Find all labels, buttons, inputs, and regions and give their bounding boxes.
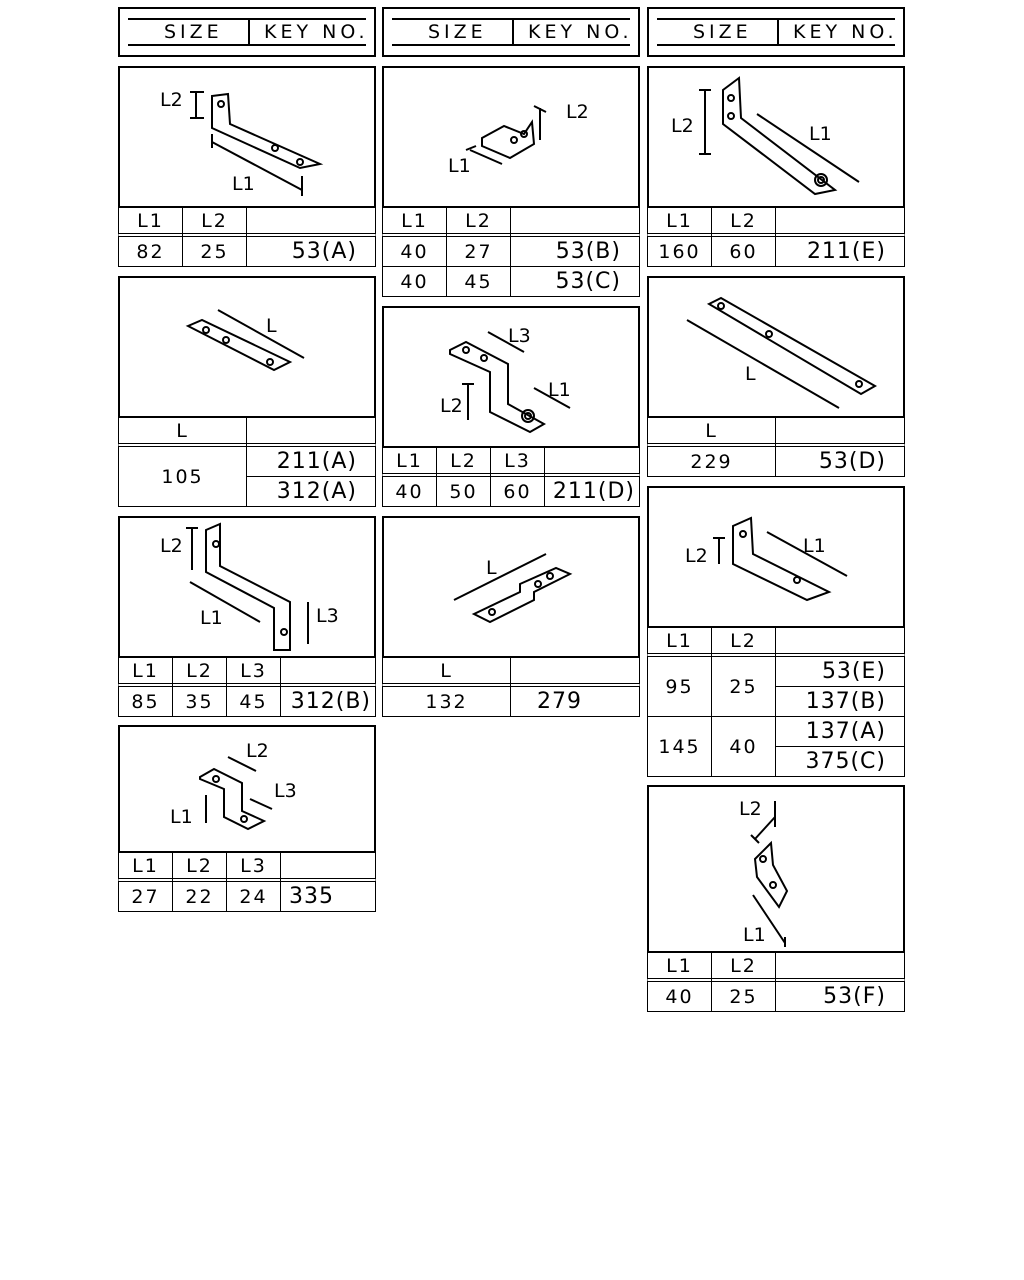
part-figure-53f (647, 785, 905, 953)
col-header-key (510, 657, 640, 687)
cell-l1: 160 (647, 236, 712, 267)
dim-label-l: L (745, 363, 756, 385)
part-figure-279 (382, 516, 640, 658)
dim-label-l3: L3 (274, 780, 297, 802)
col-header-key (246, 207, 376, 237)
cell-key-no[interactable]: 211(A) (246, 446, 376, 477)
col-header-key (775, 627, 905, 657)
col-header-l1: L1 (647, 627, 712, 657)
part-figure-53e (647, 486, 905, 628)
size-table-211d (382, 447, 640, 507)
col-header-l1: L1 (118, 852, 173, 882)
cell-key-no[interactable]: 375(C) (775, 746, 905, 777)
col-header-key (775, 952, 905, 982)
cell-key-no[interactable]: 53(F) (775, 981, 905, 1012)
header-rule (392, 18, 630, 20)
cell-l3: 24 (226, 881, 281, 912)
col-header-l1: L1 (118, 207, 183, 237)
size-table-53a (118, 207, 376, 267)
cell-key-no[interactable]: 53(A) (246, 236, 376, 267)
col-header-l1: L1 (118, 657, 173, 687)
dim-label-l2: L2 (566, 101, 589, 123)
cell-l: 132 (382, 686, 511, 717)
cell-l1: 40 (382, 266, 447, 297)
cell-key-no[interactable]: 137(A) (775, 716, 905, 747)
col-header-l2: L2 (711, 952, 776, 982)
dim-label-l2: L2 (160, 535, 183, 557)
header-divider (512, 19, 514, 45)
header-key-no: KEY NO. (264, 21, 369, 43)
cell-l1: 40 (382, 236, 447, 267)
dim-label-l: L (266, 315, 277, 337)
cell-key-no[interactable]: 53(D) (775, 446, 905, 477)
cell-l2: 45 (446, 266, 511, 297)
col-header-key (246, 417, 376, 447)
part-figure-53b (382, 66, 640, 208)
header-size: SIZE (164, 21, 223, 43)
size-table-335 (118, 852, 376, 912)
part-figure-211e (647, 66, 905, 208)
header-col2 (382, 7, 640, 57)
dim-label-l2: L2 (739, 798, 762, 820)
cell-l: 229 (647, 446, 776, 477)
col-header-l3: L3 (226, 657, 281, 687)
dim-label-l2: L2 (160, 89, 183, 111)
size-table-211a (118, 417, 376, 507)
dim-label-l1: L1 (448, 155, 471, 177)
col-header-l3: L3 (490, 447, 545, 477)
header-key-no: KEY NO. (793, 21, 898, 43)
col-header-l2: L2 (172, 852, 227, 882)
cell-l3: 45 (226, 686, 281, 717)
part-figure-53a (118, 66, 376, 208)
cell-l2: 25 (711, 981, 776, 1012)
part-figure-211d (382, 306, 640, 448)
dim-label-l2: L2 (246, 740, 269, 762)
dim-label-l1: L1 (803, 535, 826, 557)
plate-drawing (120, 278, 378, 420)
bracket-drawing (649, 787, 907, 955)
size-table-53e (647, 627, 905, 777)
col-header-l2: L2 (182, 207, 247, 237)
cell-key-no[interactable]: 211(E) (775, 236, 905, 267)
header-col1 (118, 7, 376, 57)
cell-key-no[interactable]: 53(C) (510, 266, 640, 297)
dim-label-l1: L1 (548, 379, 571, 401)
header-divider (777, 19, 779, 45)
cell-l2: 25 (182, 236, 247, 267)
cell-key-no[interactable]: 211(D) (544, 476, 640, 507)
cell-l3: 60 (490, 476, 545, 507)
dim-label-l2: L2 (671, 115, 694, 137)
col-header-l1: L1 (647, 207, 712, 237)
col-header-l: L (647, 417, 776, 447)
cell-l2: 27 (446, 236, 511, 267)
col-header-key (775, 207, 905, 237)
cell-key-no[interactable]: 335 (280, 881, 376, 912)
dim-label-l1: L1 (170, 806, 193, 828)
dim-label-l3: L3 (508, 325, 531, 347)
col-header-l1: L1 (647, 952, 712, 982)
size-table-53d (647, 417, 905, 477)
col-header-l: L (118, 417, 247, 447)
cell-key-no[interactable]: 137(B) (775, 686, 905, 717)
col-header-key (280, 852, 376, 882)
dim-label-l1: L1 (232, 173, 255, 195)
cell-l2: 60 (711, 236, 776, 267)
size-table-53f (647, 952, 905, 1012)
dim-label-l1: L1 (200, 607, 223, 629)
cell-l1: 85 (118, 686, 173, 717)
col-header-l2: L2 (711, 207, 776, 237)
col-header-l3: L3 (226, 852, 281, 882)
bracket-drawing (384, 68, 642, 210)
col-header-l2: L2 (172, 657, 227, 687)
header-size: SIZE (693, 21, 752, 43)
dim-label-l2: L2 (440, 395, 463, 417)
cell-l1: 40 (647, 981, 712, 1012)
header-rule (128, 18, 366, 20)
part-figure-312b (118, 516, 376, 658)
col-header-key (510, 207, 640, 237)
cell-l2: 35 (172, 686, 227, 717)
cell-l1: 82 (118, 236, 183, 267)
dim-label-l3: L3 (316, 605, 339, 627)
cell-l1: 27 (118, 881, 173, 912)
cell-key-no[interactable]: 312(B) (280, 686, 376, 717)
header-rule (657, 44, 895, 46)
cell-l2: 22 (172, 881, 227, 912)
cell-l: 105 (118, 446, 247, 507)
header-rule (657, 18, 895, 20)
size-table-279 (382, 657, 640, 717)
col-header-l1: L1 (382, 207, 447, 237)
cell-l2: 25 (711, 656, 776, 717)
col-header-l1: L1 (382, 447, 437, 477)
dim-label-l1: L1 (809, 123, 832, 145)
dim-label-l2: L2 (685, 545, 708, 567)
part-figure-211a (118, 276, 376, 418)
cell-l2: 40 (711, 716, 776, 777)
bracket-drawing (649, 488, 907, 630)
bracket-drawing (120, 68, 378, 210)
header-rule (128, 44, 366, 46)
cell-key-no[interactable]: 312(A) (246, 476, 376, 507)
bracket-drawing (120, 518, 378, 660)
plate-drawing (384, 518, 642, 660)
header-size: SIZE (428, 21, 487, 43)
cell-l1: 95 (647, 656, 712, 717)
size-table-53b (382, 207, 640, 297)
header-divider (248, 19, 250, 45)
cell-l1: 40 (382, 476, 437, 507)
col-header-l2: L2 (711, 627, 776, 657)
col-header-key (544, 447, 640, 477)
plate-drawing (649, 278, 907, 420)
cell-l2: 50 (436, 476, 491, 507)
col-header-l: L (382, 657, 511, 687)
header-key-no: KEY NO. (528, 21, 633, 43)
part-figure-335 (118, 725, 376, 853)
col-header-l2: L2 (436, 447, 491, 477)
dim-label-l: L (486, 557, 497, 579)
size-table-211e (647, 207, 905, 267)
cell-key-no[interactable]: 53(E) (775, 656, 905, 687)
cell-key-no[interactable]: 279 (510, 686, 640, 717)
col-header-key (775, 417, 905, 447)
size-table-312b (118, 657, 376, 717)
bracket-drawing (649, 68, 907, 210)
cell-key-no[interactable]: 53(B) (510, 236, 640, 267)
bracket-drawing (120, 727, 378, 855)
cell-l1: 145 (647, 716, 712, 777)
dim-label-l1: L1 (743, 924, 766, 946)
col-header-key (280, 657, 376, 687)
part-figure-53d (647, 276, 905, 418)
bracket-drawing (384, 308, 642, 450)
col-header-l2: L2 (446, 207, 511, 237)
header-rule (392, 44, 630, 46)
header-col3 (647, 7, 905, 57)
